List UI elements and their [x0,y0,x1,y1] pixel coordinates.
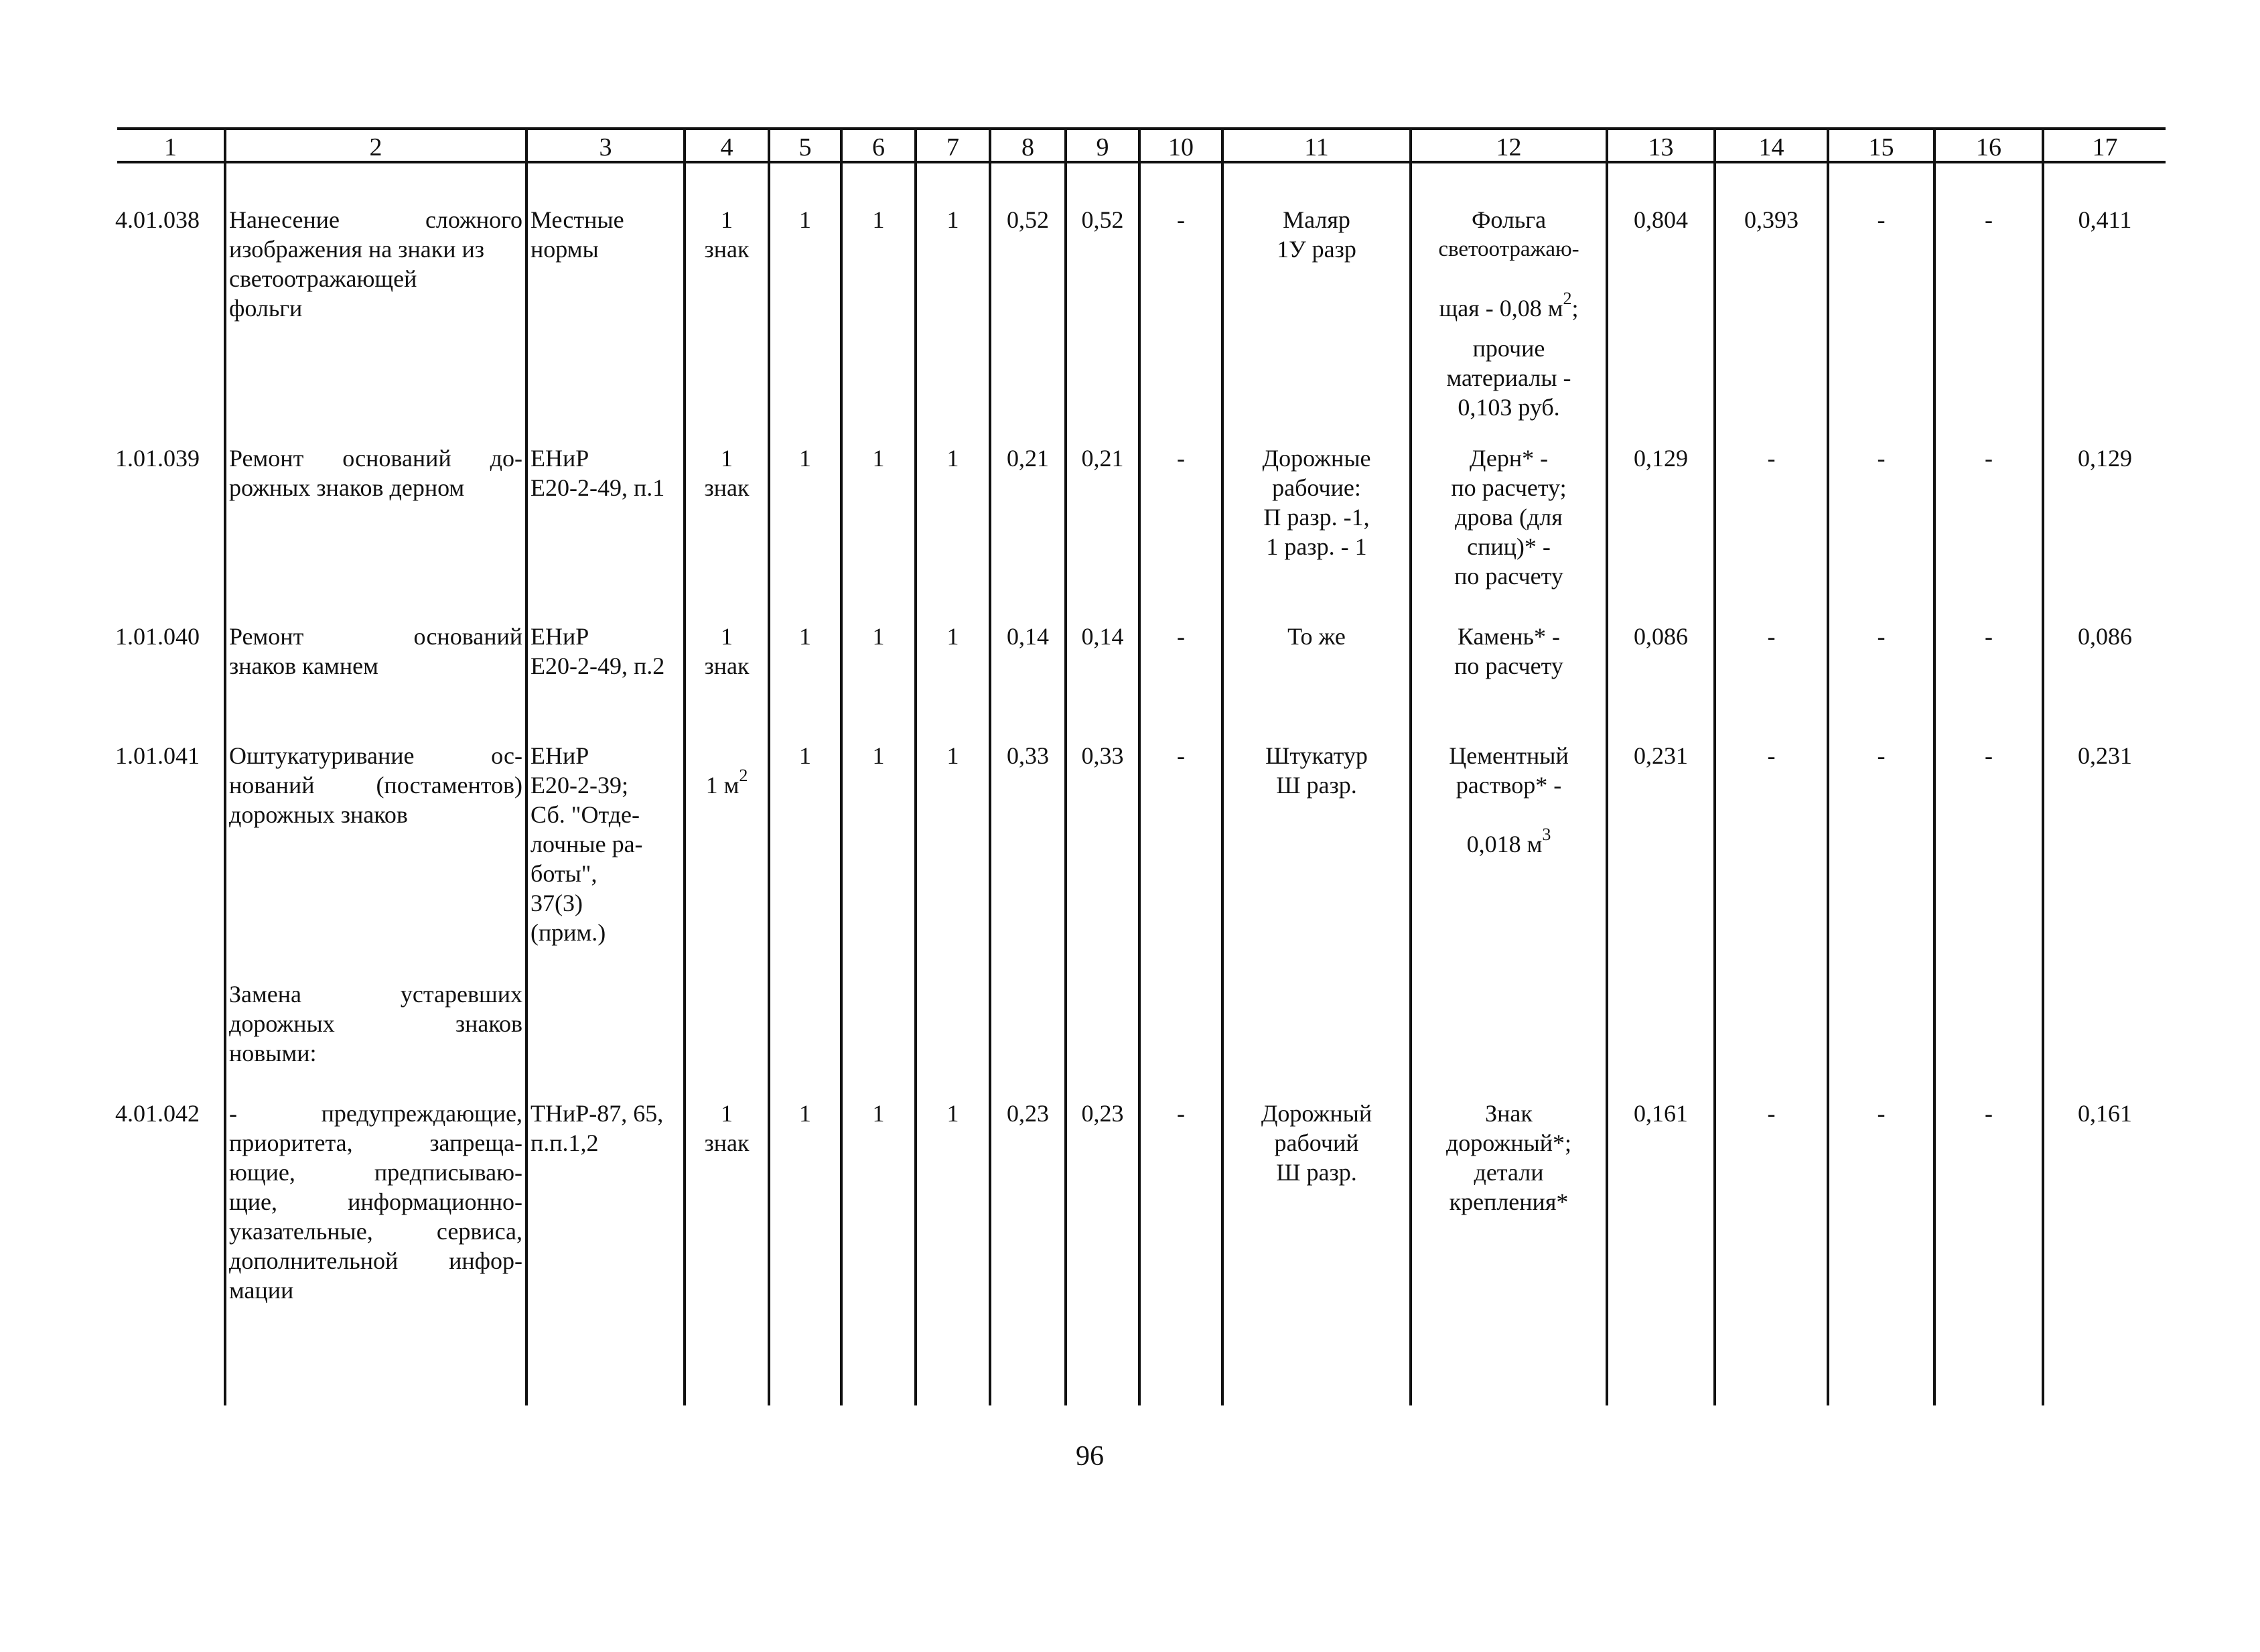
row-basis-line: боты", [531,860,597,887]
cell: - [1177,742,1185,769]
row-material-line: по расчету; [1451,474,1567,501]
cell: 0,21 [1081,445,1124,472]
cell: 0,33 [1081,742,1124,769]
row-material-line: материалы - [1446,364,1571,391]
row-worker-line: рабочий [1274,1129,1359,1156]
row-basis-line: ЕНиР [531,742,589,769]
header-cell: 15 [1868,133,1894,161]
row-code: 1.01.041 [115,742,200,769]
row-name-line: ющие, предписываю- [229,1159,522,1186]
cell: 0,14 [1007,623,1049,650]
cell: 0,23 [1007,1100,1049,1127]
row-worker-line: Дорожные [1262,445,1371,472]
row-name-line: рожных знаков дерном [229,474,465,501]
row-material-line: по расчету [1454,563,1563,590]
header-cell: 14 [1758,133,1784,161]
cell: 1 [799,445,811,472]
cell: 1 [799,623,811,650]
row-material-line: дрова (для [1455,504,1563,531]
row-material-line: 0,018 $м^3$ [1466,825,1551,857]
cell: 0,086 [1634,623,1688,650]
row-material-line: Цементный [1449,742,1569,769]
header-cell: 5 [798,133,812,161]
row-material-line: Фольга [1471,206,1547,233]
cell: - [1177,1100,1185,1127]
row-name-line: светоотражающей [229,265,417,292]
header-cell: 8 [1021,133,1034,161]
cell: - [1985,742,1993,769]
cell: 1 [946,1100,959,1127]
row-material-line: Дерн* - [1469,445,1549,472]
row-name-line: мации [229,1277,294,1304]
cell: - [1985,1100,1993,1127]
row-code: 1.01.039 [115,445,200,472]
cell: 1 [946,742,959,769]
cell: 0,411 [2078,206,2132,233]
table-top-rule [117,127,2166,130]
row-worker-line: 1У разр [1277,236,1356,263]
row-name-line: нований (постаментов) [229,772,522,799]
cell: 0,231 [1634,742,1688,769]
row-basis-line: лочные ра- [531,831,643,857]
cell: 1 [872,1100,885,1127]
header-cell: 12 [1496,133,1522,161]
row-basis-line: (прим.) [531,919,606,946]
row-basis-line: ЕНиР [531,445,589,472]
cell: 1 [946,623,959,650]
row-name-line: - предупреждающие, [229,1100,522,1127]
row-name-line: дополнительной инфор- [229,1247,522,1274]
row-material-line: 0,103 руб. [1458,394,1560,421]
row-worker-line: Ш разр. [1276,1159,1357,1186]
row-code: 4.01.038 [115,206,200,233]
row-basis-line: п.п.1,2 [531,1129,599,1156]
row-name-line: Ремонт оснований до- [229,445,522,472]
cell: - [1877,623,1886,650]
row-worker-line: То же [1287,623,1346,650]
header-cell: 13 [1648,133,1674,161]
row-worker-line: 1 разр. - 1 [1266,533,1367,560]
row-material-line: спиц)* - [1467,533,1551,560]
cell: - [1177,206,1185,233]
row-basis-line: 37(3) [531,890,583,916]
cell: - [1985,445,1993,472]
cell: 1 [946,206,959,233]
cell: 0,129 [2078,445,2132,472]
header-cell: 3 [599,133,612,161]
row-unit-line: 1 $м^2$ [705,766,748,799]
row-name-line: изображения на знаки из [229,236,484,263]
row-basis-line: Е20-2-49, п.1 [531,474,665,501]
row-unit-line: 1 [721,206,733,233]
column-divider [683,129,686,1405]
header-cell: 16 [1976,133,2001,161]
row-code: 1.01.040 [115,623,200,650]
cell: - [1767,1100,1776,1127]
column-divider [525,129,528,1405]
row-name-line: Ремонт оснований [229,623,522,650]
row-unit-line: знак [704,652,750,679]
header-cell: 2 [369,133,382,161]
cell: 0,129 [1634,445,1688,472]
cell: 0,21 [1007,445,1049,472]
header-cell: 9 [1096,133,1109,161]
row-material-line: щая - 0,08 $м^2$; [1439,289,1579,322]
header-cell: 6 [872,133,885,161]
row-basis-line: ЕНиР [531,623,589,650]
group-title-line: дорожных знаков [229,1010,522,1037]
cell: 0,393 [1744,206,1798,233]
row-name-line: щие, информационно- [229,1188,522,1215]
row-material-line: раствор* - [1456,772,1562,799]
row-worker-line: Маляр [1283,206,1350,233]
cell: 0,804 [1634,206,1688,233]
row-unit-line: 1 [721,1100,733,1127]
row-material-line: крепления* [1449,1188,1569,1215]
row-name-line: знаков камнем [229,652,378,679]
cell: 1 [872,445,885,472]
cell: - [1767,742,1776,769]
row-basis-line: Сб. "Отде- [531,801,640,828]
row-material-line: Камень* - [1458,623,1560,650]
row-material-line: по расчету [1454,652,1563,679]
cell: 0,161 [2078,1100,2132,1127]
row-name-line: фольги [229,295,303,322]
row-worker-line: Дорожный [1261,1100,1372,1127]
row-unit-line: знак [704,1129,750,1156]
cell: 1 [799,1100,811,1127]
group-title-line: новыми: [229,1040,317,1066]
row-worker-line: П разр. -1, [1263,504,1370,531]
cell: - [1767,445,1776,472]
cell: - [1177,445,1185,472]
header-cell: 1 [164,133,177,161]
row-name-line: дорожных знаков [229,801,408,828]
cell: 1 [872,623,885,650]
cell: - [1877,445,1886,472]
cell: 0,52 [1007,206,1049,233]
cell: - [1767,623,1776,650]
header-cell: 11 [1304,133,1329,161]
header-cell: 10 [1168,133,1194,161]
cell: - [1985,206,1993,233]
cell: - [1877,742,1886,769]
row-basis-line: Е20-2-49, п.2 [531,652,665,679]
row-basis-line: Е20-2-39; [531,772,628,799]
cell: 1 [799,742,811,769]
cell: 0,23 [1081,1100,1124,1127]
row-unit-line: знак [704,474,750,501]
row-material-line: прочие [1472,335,1545,362]
row-code: 4.01.042 [115,1100,200,1127]
cell: 0,161 [1634,1100,1688,1127]
cell: - [1877,206,1886,233]
row-unit-line: 1 [721,445,733,472]
row-name-line: Нанесение сложного [229,206,522,233]
cell: 1 [872,206,885,233]
cell: 1 [872,742,885,769]
cell: 1 [946,445,959,472]
cell: 0,231 [2078,742,2132,769]
header-cell: 7 [946,133,959,161]
row-name-line: указательные, сервиса, [229,1218,522,1245]
row-basis-line: ТНиР-87, 65, [531,1100,664,1127]
row-name-line: приоритета, запреща- [229,1129,522,1156]
column-divider [224,129,226,1405]
page-number: 96 [1076,1441,1104,1472]
group-title-line: Замена устаревших [229,981,522,1008]
row-material-line: детали [1474,1159,1544,1186]
row-material-line: дорожный*; [1445,1129,1571,1156]
row-basis-line: нормы [531,236,599,263]
row-worker-line: рабочие: [1272,474,1361,501]
row-material-line: Знак [1485,1100,1533,1127]
row-name-line: Оштукатуривание ос- [229,742,522,769]
cell: - [1985,623,1993,650]
cell: 0,086 [2078,623,2132,650]
row-unit-line: 1 [721,623,733,650]
header-cell: 4 [720,133,733,161]
cell: 1 [799,206,811,233]
header-cell: 17 [2092,133,2118,161]
row-worker-line: Ш разр. [1276,772,1357,799]
cell: - [1877,1100,1886,1127]
cell: - [1177,623,1185,650]
cell: 0,14 [1081,623,1124,650]
row-unit-line: знак [704,236,750,263]
row-material-line: светоотражаю- [1438,237,1579,261]
row-basis-line: Местные [531,206,624,233]
cell: 0,52 [1081,206,1124,233]
row-worker-line: Штукатур [1265,742,1368,769]
cell: 0,33 [1007,742,1049,769]
